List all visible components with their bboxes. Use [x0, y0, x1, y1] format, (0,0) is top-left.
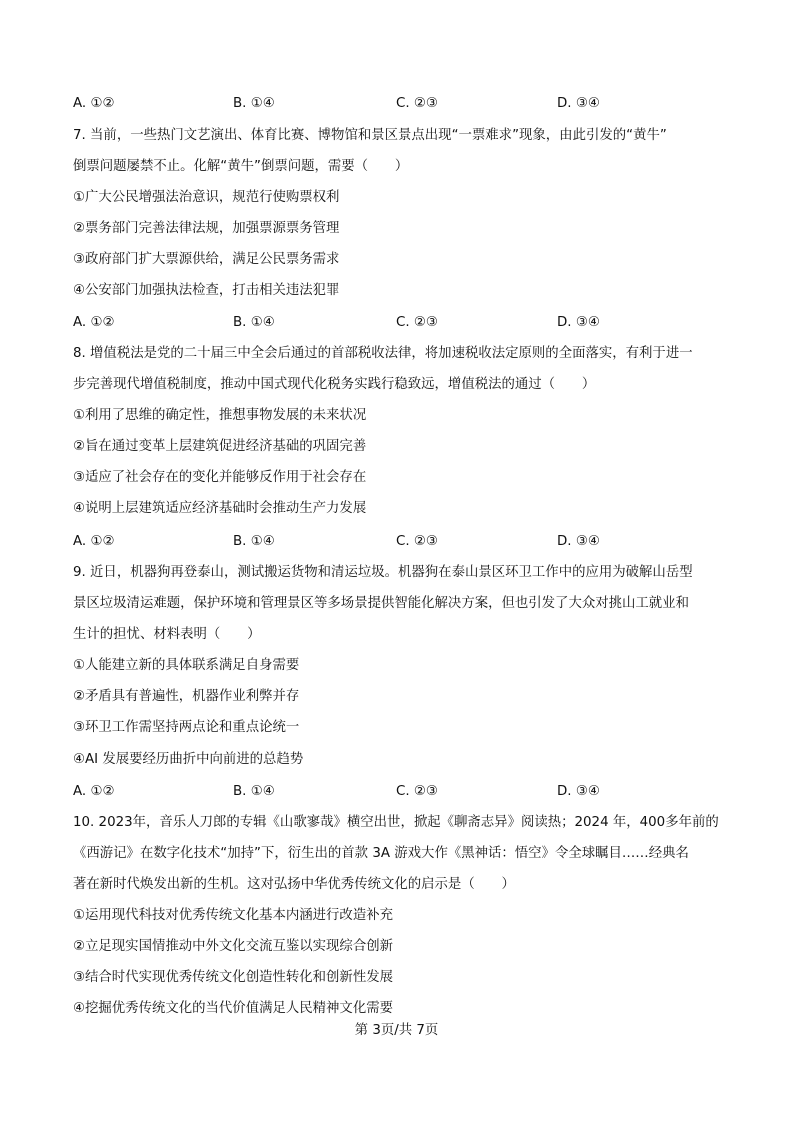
option-b: B. ①④ — [233, 784, 275, 799]
q10-statement-4: ④挖掘优秀传统文化的当代价值满足人民精神文化需要 — [73, 1001, 393, 1016]
q9-statement-4: ④AI 发展要经历曲折中向前进的总趋势 — [73, 752, 304, 767]
option-a: A. ①② — [73, 96, 115, 111]
q10-stem-line: 著在新时代焕发出新的生机。这对弘扬中华优秀传统文化的启示是（ ） — [73, 877, 515, 892]
option-d: D. ③④ — [557, 315, 600, 330]
q8-statement-1: ①利用了思维的确定性，推想事物发展的未来状况 — [73, 408, 367, 423]
option-b: B. ①④ — [233, 315, 275, 330]
q7-stem-line: 7. 当前，一些热门文艺演出、体育比赛、博物馆和景区景点出现“一票难求”现象，由此引发的“黄牛” — [73, 128, 667, 143]
option-c: C. ②③ — [396, 315, 438, 330]
q9-statement-2: ②矛盾具有普遍性，机器作业利弊并存 — [73, 689, 300, 704]
q8-statement-3: ③适应了社会存在的变化并能够反作用于社会存在 — [73, 470, 367, 485]
q9-stem-line: 景区垃圾清运难题，保护环境和管理景区等多场景提供智能化解决方案，但也引发了大众对挑山工就业和 — [73, 596, 689, 611]
option-a: A. ①② — [73, 315, 115, 330]
q8-statement-2: ②旨在通过变革上层建筑促进经济基础的巩固完善 — [73, 439, 367, 454]
option-d: D. ③④ — [557, 784, 600, 799]
q9-statement-3: ③环卫工作需坚持两点论和重点论统一 — [73, 720, 300, 735]
option-d: D. ③④ — [557, 96, 600, 111]
q8-stem-line: 8. 增值税法是党的二十届三中全会后通过的首部税收法律，将加速税收法定原则的全面落实，有利于进一 — [73, 346, 693, 361]
q10-stem-line: 10. 2023年，音乐人刀郎的专辑《山歌寥哉》横空出世，掀起《聊斋志异》阅读热；2024 年，400多年前的 — [73, 815, 719, 830]
q7-statement-4: ④公安部门加强执法检查，打击相关违法犯罪 — [73, 283, 340, 298]
option-c: C. ②③ — [396, 534, 438, 549]
q7-statement-1: ①广大公民增强法治意识，规范行使购票权利 — [73, 190, 340, 205]
option-a: A. ①② — [73, 784, 115, 799]
q8-statement-4: ④说明上层建筑适应经济基础时会推动生产力发展 — [73, 501, 367, 516]
q10-statement-2: ②立足现实国情推动中外文化交流互鉴以实现综合创新 — [73, 939, 393, 954]
q10-statement-3: ③结合时代实现优秀传统文化创造性转化和创新性发展 — [73, 970, 393, 985]
q9-stem-line: 9. 近日，机器狗再登泰山，测试搬运货物和清运垃圾。机器狗在泰山景区环卫工作中的应用为破解山岳型 — [73, 565, 693, 580]
option-b: B. ①④ — [233, 534, 275, 549]
q7-stem-line: 倒票问题屡禁不止。化解“黄牛”倒票问题，需要（ ） — [73, 159, 409, 174]
q10-statement-1: ①运用现代科技对优秀传统文化基本内涵进行改造补充 — [73, 908, 393, 923]
option-a: A. ①② — [73, 534, 115, 549]
page-number-footer: 第 3页/共 7页 — [354, 1023, 439, 1038]
q10-stem-line: 《西游记》在数字化技术“加持”下，衍生出的首款 3A 游戏大作《黑神话：悟空》令全球瞩目……经典名 — [73, 846, 689, 861]
option-c: C. ②③ — [396, 784, 438, 799]
q8-stem-line: 步完善现代增值税制度，推动中国式现代化税务实践行稳致远，增值税法的通过（ ） — [73, 377, 596, 392]
q9-statement-1: ①人能建立新的具体联系满足自身需要 — [73, 658, 300, 673]
option-d: D. ③④ — [557, 534, 600, 549]
option-c: C. ②③ — [396, 96, 438, 111]
q7-statement-3: ③政府部门扩大票源供给，满足公民票务需求 — [73, 252, 340, 267]
option-b: B. ①④ — [233, 96, 275, 111]
q7-statement-2: ②票务部门完善法律法规，加强票源票务管理 — [73, 221, 340, 236]
q9-stem-line: 生计的担忧、材料表明（ ） — [73, 627, 261, 642]
